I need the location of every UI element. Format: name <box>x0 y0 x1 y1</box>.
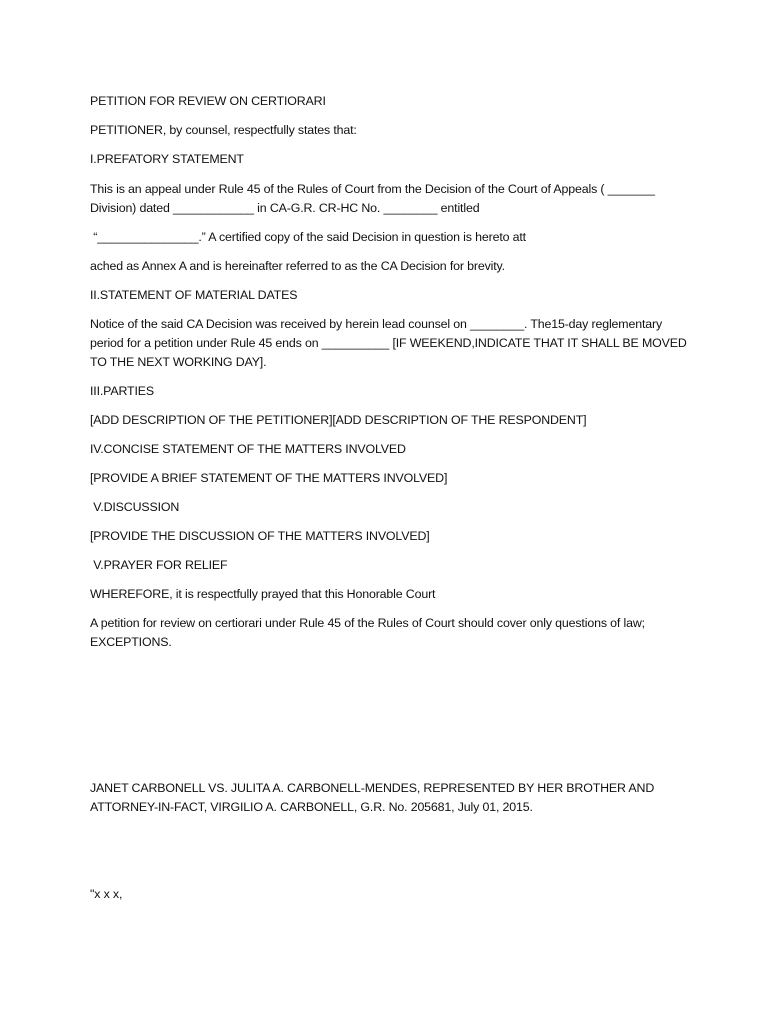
matters-paragraph: [PROVIDE A BRIEF STATEMENT OF THE MATTERS INVOLVED] <box>90 471 448 485</box>
section-heading-matters: IV.CONCISE STATEMENT OF THE MATTERS INVOLVED <box>90 442 406 456</box>
prefatory-paragraph-2: “_______________.” A certified copy of the said Decision in question is hereto att <box>90 230 526 244</box>
section-heading-prayer: V.PRAYER FOR RELIEF <box>90 558 228 572</box>
section-heading-material-dates: II.STATEMENT OF MATERIAL DATES <box>90 288 298 302</box>
section-heading-prefatory: I.PREFATORY STATEMENT <box>90 152 244 166</box>
prayer-paragraph: WHEREFORE, it is respectfully prayed that this Honorable Court <box>90 587 436 601</box>
intro-paragraph: PETITIONER, by counsel, respectfully states that: <box>90 123 357 137</box>
discussion-paragraph: [PROVIDE THE DISCUSSION OF THE MATTERS INVOLVED] <box>90 529 430 543</box>
document-title: PETITION FOR REVIEW ON CERTIORARI <box>90 94 326 108</box>
section-heading-discussion: V.DISCUSSION <box>90 500 180 514</box>
prefatory-paragraph-1: This is an appeal under Rule 45 of the Rules of Court from the Decision of the Court of Appeals ( _______ Division) dated ____________ in CA-G.R. CR-HC No. ________ entitled <box>90 182 659 215</box>
prefatory-paragraph-3: ached as Annex A and is hereinafter referred to as the CA Decision for brevity. <box>90 259 505 273</box>
case-citation: JANET CARBONELL VS. JULITA A. CARBONELL-MENDES, REPRESENTED BY HER BROTHER AND ATTORNEY-IN-FACT, VIRGILIO A. CARBONELL, G.R. No. 205681, July 01, 2015. <box>90 781 657 814</box>
certiorari-note-paragraph: A petition for review on certiorari under Rule 45 of the Rules of Court should cover only questions of law; EXCEPTIONS. <box>90 616 649 649</box>
section-heading-parties: III.PARTIES <box>90 384 154 398</box>
parties-paragraph: [ADD DESCRIPTION OF THE PETITIONER][ADD DESCRIPTION OF THE RESPONDENT] <box>90 413 587 427</box>
quote-start: "x x x, <box>90 887 123 901</box>
material-dates-paragraph: Notice of the said CA Decision was received by herein lead counsel on ________. The15-day reglementary period for a petition under Rule 45 ends on __________ [IF WEEKEND,INDICATE THAT IT SHALL BE MOVED TO THE NEXT WORKING DAY]. <box>90 317 690 369</box>
